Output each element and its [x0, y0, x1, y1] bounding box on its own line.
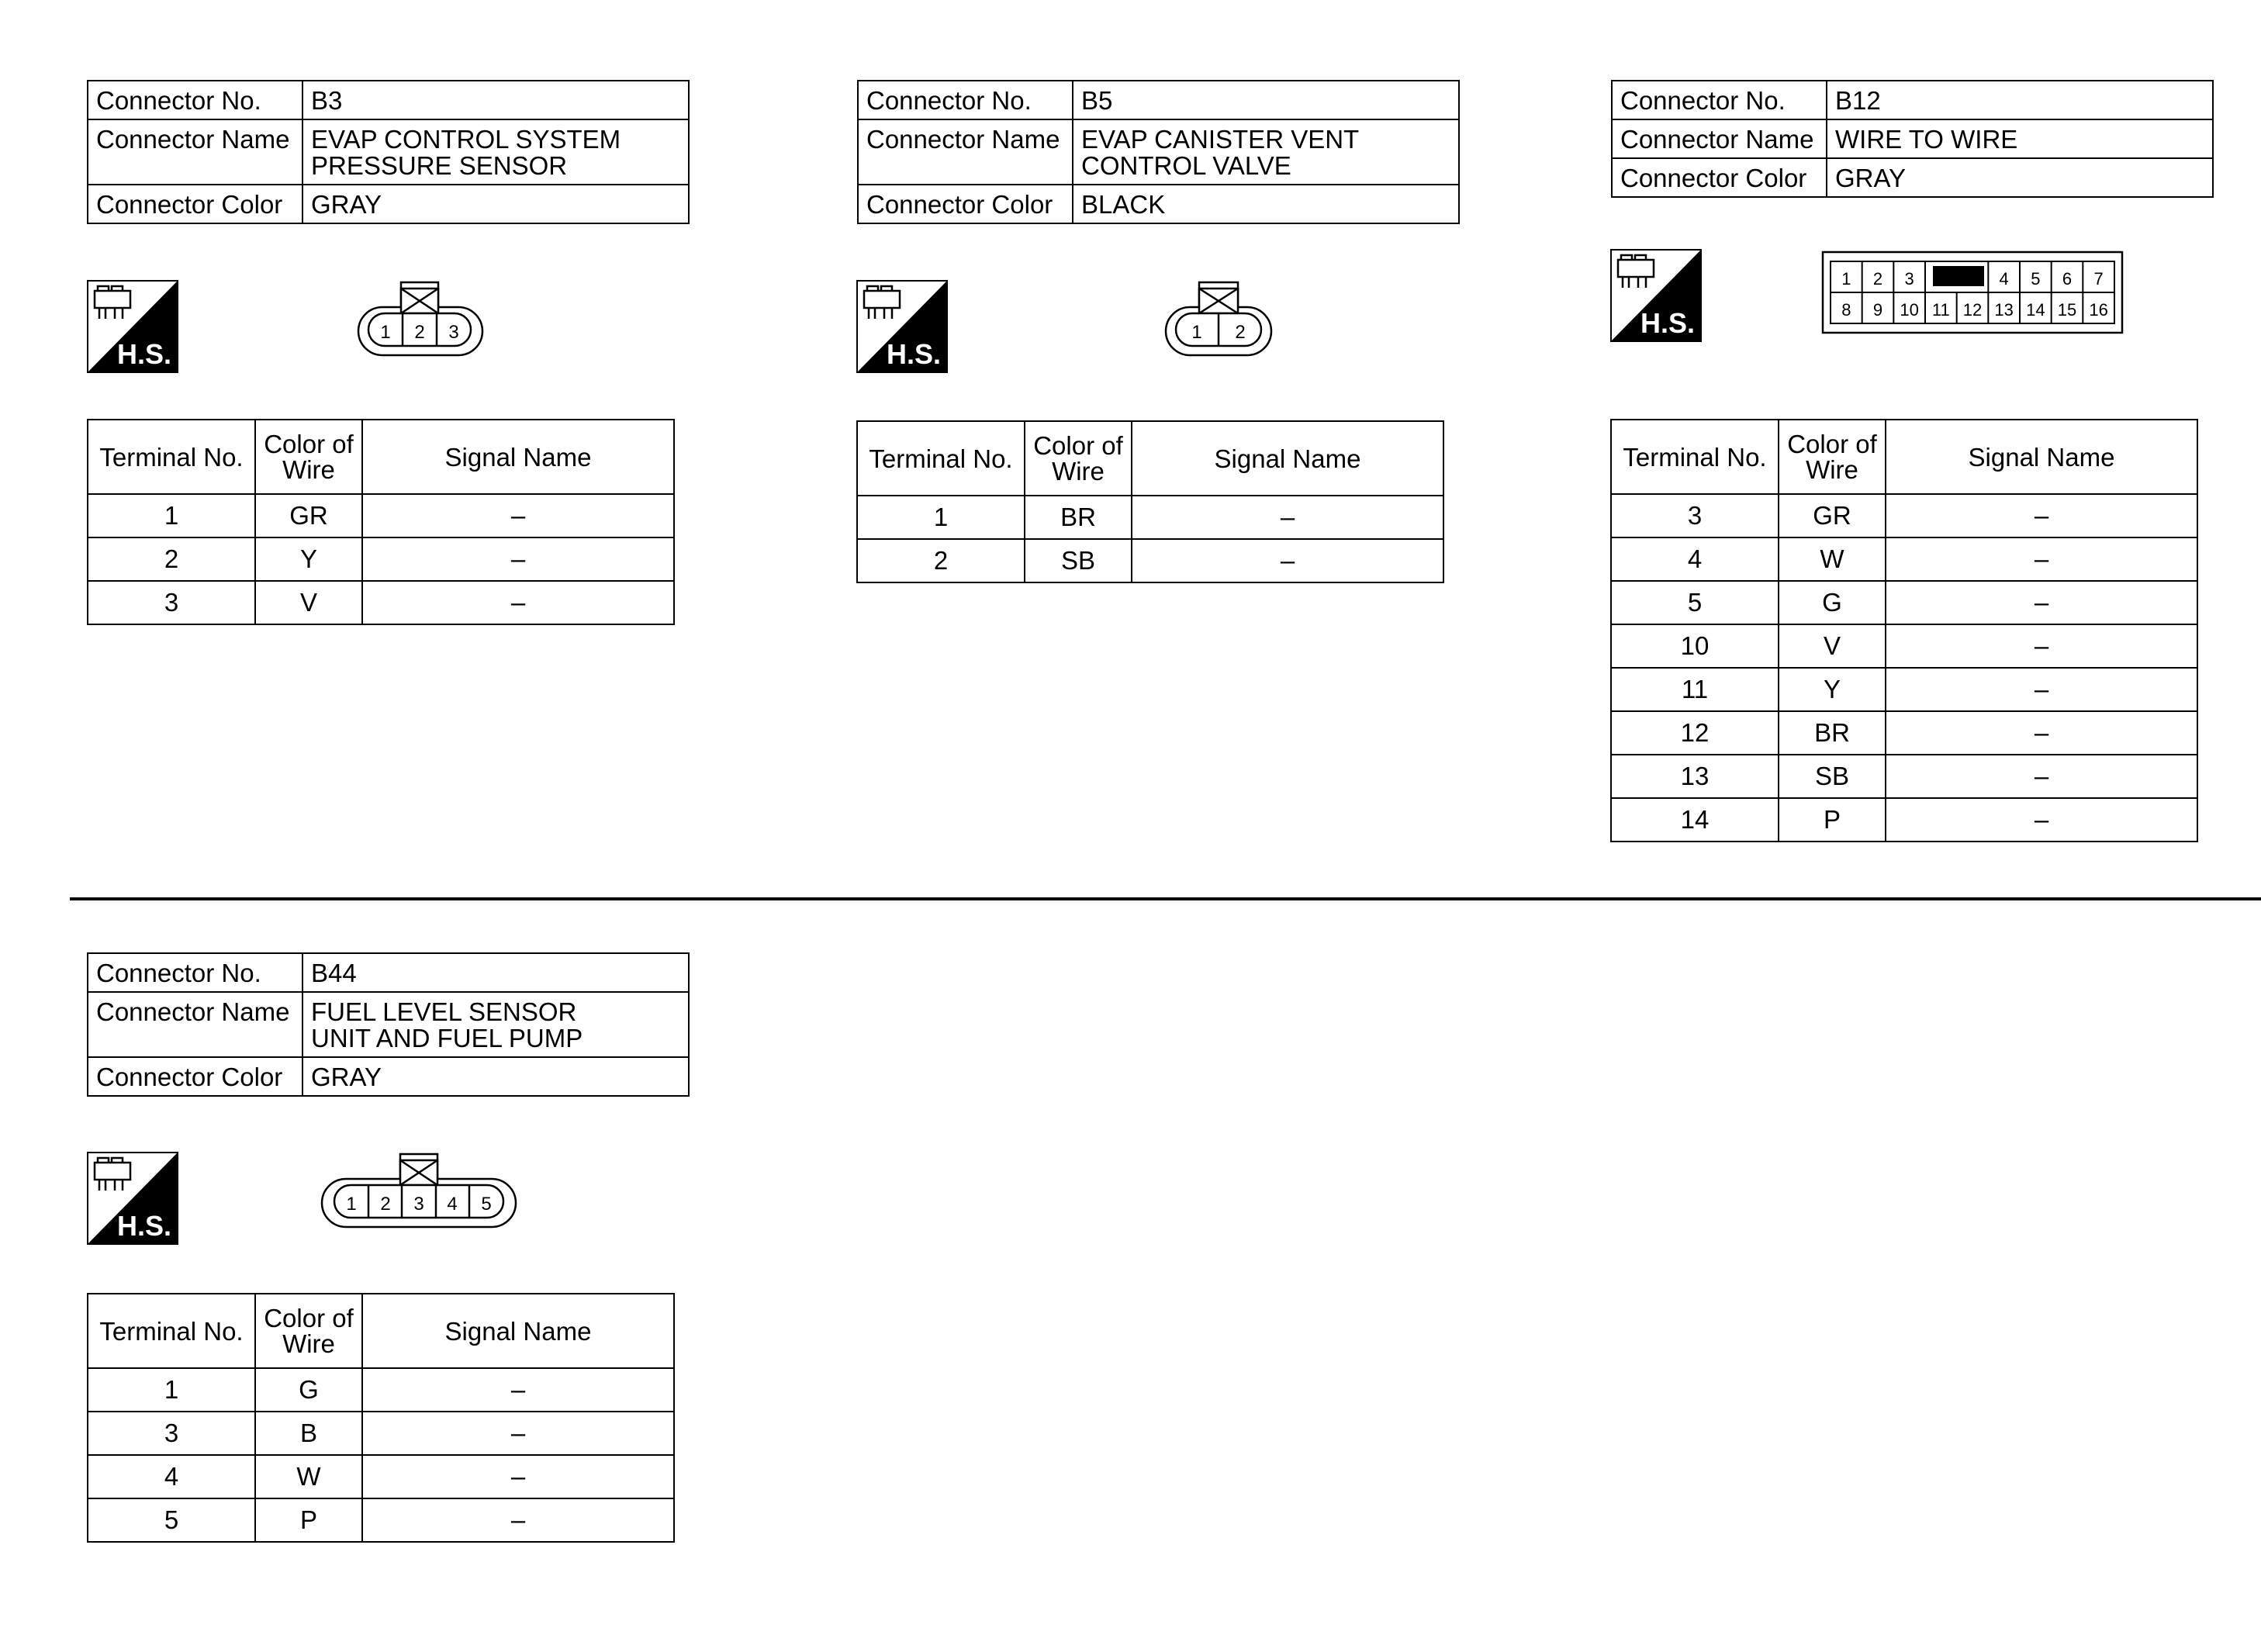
connector-no-label: Connector No.: [88, 953, 303, 992]
terminal-no-header: Terminal No.: [88, 1294, 255, 1368]
terminal-no-cell: 12: [1611, 711, 1779, 755]
terminal-no-cell: 3: [1611, 494, 1779, 537]
signal-name-cell: –: [1886, 711, 2197, 755]
table-row: [857, 496, 1443, 539]
wire-color-cell: G: [1779, 581, 1886, 624]
connector-name-label: Connector Name: [1612, 119, 1827, 158]
terminal-no-cell: 4: [1611, 537, 1779, 581]
connector-name-label: Connector Name: [88, 992, 303, 1057]
terminal-table-header: [857, 421, 1443, 496]
terminal-table-b12-holder: [1610, 419, 2198, 842]
signal-name-cell: –: [362, 1368, 674, 1412]
terminal-rows: [88, 494, 674, 624]
signal-name-cell: –: [362, 537, 674, 581]
connector-no-value: B44: [303, 953, 689, 992]
pin-label: 1: [346, 1194, 357, 1215]
table-row: [857, 539, 1443, 582]
connector-name-row: [1612, 119, 2213, 158]
connector-b5-section: [857, 80, 1460, 224]
hs-icon-holder: [856, 280, 948, 377]
signal-name-header: Signal Name: [362, 1294, 674, 1368]
signal-name-header: Signal Name: [362, 420, 674, 494]
signal-name-cell: –: [1886, 668, 2197, 711]
connector-no-label: Connector No.: [1612, 81, 1827, 119]
terminal-table: [1610, 419, 2198, 842]
terminal-no-cell: 4: [88, 1455, 255, 1498]
harness-side-icon: [87, 1152, 178, 1245]
pin-label: 3: [448, 322, 459, 343]
connector-color-value: BLACK: [1073, 185, 1459, 223]
terminal-no-header: Terminal No.: [857, 421, 1025, 496]
terminal-no-header: Terminal No.: [88, 420, 255, 494]
terminal-table-b5-holder: [856, 420, 1444, 583]
terminal-rows: [857, 496, 1443, 582]
wire-color-cell: G: [255, 1368, 362, 1412]
table-row: [88, 1412, 674, 1455]
wire-color-header: Color of Wire: [1779, 420, 1886, 494]
terminal-no-cell: 14: [1611, 798, 1779, 842]
terminal-no-cell: 2: [88, 537, 255, 581]
signal-name-cell: –: [1886, 755, 2197, 798]
pin-label: 12: [1962, 300, 1983, 320]
terminal-no-header: Terminal No.: [1611, 420, 1779, 494]
connector-color-value: GRAY: [303, 1057, 689, 1096]
signal-name-header: Signal Name: [1132, 421, 1443, 496]
signal-name-header: Signal Name: [1886, 420, 2197, 494]
terminal-no-cell: 1: [88, 494, 255, 537]
terminal-no-cell: 13: [1611, 755, 1779, 798]
connector-no-value: B12: [1827, 81, 2213, 119]
wire-color-cell: Y: [255, 537, 362, 581]
wire-color-cell: P: [255, 1498, 362, 1542]
terminal-no-cell: 5: [1611, 581, 1779, 624]
connector-color-label: Connector Color: [88, 1057, 303, 1096]
hs-icon-holder: [1610, 249, 1702, 346]
table-row: [88, 1498, 674, 1542]
pin-label: 6: [2062, 269, 2073, 289]
hs-label: H.S.: [116, 1210, 172, 1242]
terminal-no-cell: 3: [88, 1412, 255, 1455]
signal-name-cell: –: [1886, 624, 2197, 668]
section-divider: [70, 897, 2261, 900]
terminal-table-header: [1611, 420, 2197, 494]
table-row: [1611, 711, 2197, 755]
signal-name-cell: –: [1886, 494, 2197, 537]
table-row: [1611, 494, 2197, 537]
connector-info-table: [87, 80, 690, 224]
hs-label: H.S.: [116, 338, 172, 370]
connector-b3-diagram: [353, 279, 489, 360]
connector-name-row: [88, 992, 689, 1057]
harness-side-icon: [856, 280, 948, 373]
pin-label: 2: [1872, 269, 1883, 289]
connector-color-row: [858, 185, 1459, 223]
signal-name-cell: –: [362, 494, 674, 537]
terminal-table: [87, 419, 675, 625]
signal-name-cell: –: [1132, 496, 1443, 539]
pin-label: 13: [1994, 300, 2014, 320]
hs-icon-holder: [87, 1152, 178, 1249]
wire-color-cell: B: [255, 1412, 362, 1455]
connector-name-value: EVAP CANISTER VENT CONTROL VALVE: [1073, 119, 1459, 185]
table-row: [88, 494, 674, 537]
wire-color-cell: V: [255, 581, 362, 624]
signal-name-cell: –: [362, 1455, 674, 1498]
connector-b44-diagram: [320, 1151, 517, 1232]
signal-name-cell: –: [362, 1498, 674, 1542]
connector-color-value: GRAY: [303, 185, 689, 223]
connector-b3-section: [87, 80, 690, 224]
connector-no-value: B5: [1073, 81, 1459, 119]
wire-color-cell: SB: [1779, 755, 1886, 798]
signal-name-cell: –: [362, 581, 674, 624]
connector-color-value: GRAY: [1827, 158, 2213, 197]
wire-color-cell: GR: [255, 494, 362, 537]
connector-b44-section: [87, 952, 690, 1097]
terminal-no-cell: 2: [857, 539, 1025, 582]
wire-color-cell: BR: [1779, 711, 1886, 755]
pin-label: 1: [380, 322, 391, 343]
table-row: [88, 1368, 674, 1412]
terminal-rows: [88, 1368, 674, 1542]
connector-color-row: [88, 185, 689, 223]
pin-label: 2: [380, 1194, 391, 1215]
table-row: [1611, 624, 2197, 668]
pin-label: 5: [2031, 269, 2041, 289]
table-row: [88, 537, 674, 581]
connector-no-row: [858, 81, 1459, 119]
connector-info-table: [857, 80, 1460, 224]
connector-no-label: Connector No.: [88, 81, 303, 119]
wire-color-cell: SB: [1025, 539, 1132, 582]
connector-no-row: [88, 81, 689, 119]
terminal-rows: [1611, 494, 2197, 842]
harness-side-icon: [87, 280, 178, 373]
pin-label: 4: [1999, 269, 2009, 289]
connector-name-row: [858, 119, 1459, 185]
wire-color-header: Color of Wire: [1025, 421, 1132, 496]
pin-label: 1: [1191, 322, 1202, 343]
connector-name-label: Connector Name: [88, 119, 303, 185]
pin-label: 11: [1931, 300, 1950, 320]
wire-color-cell: V: [1779, 624, 1886, 668]
pin-label: 3: [413, 1194, 424, 1215]
signal-name-cell: –: [1886, 537, 2197, 581]
table-row: [1611, 581, 2197, 624]
connector-info-table: [1611, 80, 2214, 198]
pin-label: 15: [2057, 300, 2077, 320]
hs-label: H.S.: [886, 338, 942, 370]
pin-label: 2: [1235, 322, 1246, 343]
connector-b12-section: [1611, 80, 2214, 198]
connector-name-value: WIRE TO WIRE: [1827, 119, 2213, 158]
connector-name-value: FUEL LEVEL SENSOR UNIT AND FUEL PUMP: [303, 992, 689, 1057]
pin-label: 9: [1872, 300, 1883, 320]
pin-label: 8: [1841, 300, 1851, 320]
connector-color-row: [88, 1057, 689, 1096]
terminal-table-header: [88, 1294, 674, 1368]
terminal-table-b44-holder: [87, 1293, 675, 1543]
terminal-table: [87, 1293, 675, 1543]
terminal-table: [856, 420, 1444, 583]
connector-name-value: EVAP CONTROL SYSTEM PRESSURE SENSOR: [303, 119, 689, 185]
connector-b12-diagram: [1821, 251, 2124, 334]
terminal-table-header: [88, 420, 674, 494]
connector-color-label: Connector Color: [858, 185, 1073, 223]
connector-no-row: [88, 953, 689, 992]
terminal-no-cell: 11: [1611, 668, 1779, 711]
connector-color-label: Connector Color: [1612, 158, 1827, 197]
signal-name-cell: –: [362, 1412, 674, 1455]
wire-color-cell: GR: [1779, 494, 1886, 537]
table-row: [1611, 537, 2197, 581]
terminal-no-cell: 1: [88, 1368, 255, 1412]
signal-name-cell: –: [1886, 798, 2197, 842]
terminal-no-cell: 5: [88, 1498, 255, 1542]
table-row: [88, 1455, 674, 1498]
pin-label: 1: [1841, 269, 1851, 289]
table-row: [1611, 755, 2197, 798]
table-row: [1611, 668, 2197, 711]
wire-color-header: Color of Wire: [255, 420, 362, 494]
connector-no-label: Connector No.: [858, 81, 1073, 119]
wire-color-header: Color of Wire: [255, 1294, 362, 1368]
pin-label: 14: [2026, 300, 2045, 320]
pin-label: 4: [447, 1194, 458, 1215]
pin-label: 10: [1900, 300, 1919, 320]
harness-side-icon: [1610, 249, 1702, 342]
pin-label: 5: [481, 1194, 492, 1215]
pin-label: 2: [414, 322, 425, 343]
pin-label: 3: [1904, 269, 1914, 289]
terminal-no-cell: 1: [857, 496, 1025, 539]
connector-color-row: [1612, 158, 2213, 197]
wire-color-cell: P: [1779, 798, 1886, 842]
table-row: [88, 581, 674, 624]
signal-name-cell: –: [1886, 581, 2197, 624]
connector-b5-diagram: [1160, 279, 1277, 360]
connector-no-row: [1612, 81, 2213, 119]
pin-label: 16: [2089, 300, 2108, 320]
hs-icon-holder: [87, 280, 178, 377]
connector-name-label: Connector Name: [858, 119, 1073, 185]
connector-name-row: [88, 119, 689, 185]
terminal-no-cell: 10: [1611, 624, 1779, 668]
connector-color-label: Connector Color: [88, 185, 303, 223]
hs-label: H.S.: [1640, 307, 1696, 339]
pin-label: 7: [2093, 269, 2104, 289]
wire-color-cell: BR: [1025, 496, 1132, 539]
terminal-no-cell: 3: [88, 581, 255, 624]
wire-color-cell: W: [1779, 537, 1886, 581]
wire-color-cell: W: [255, 1455, 362, 1498]
connector-no-value: B3: [303, 81, 689, 119]
terminal-table-b3-holder: [87, 419, 675, 625]
signal-name-cell: –: [1132, 539, 1443, 582]
table-row: [1611, 798, 2197, 842]
wire-color-cell: Y: [1779, 668, 1886, 711]
connector-info-table: [87, 952, 690, 1097]
